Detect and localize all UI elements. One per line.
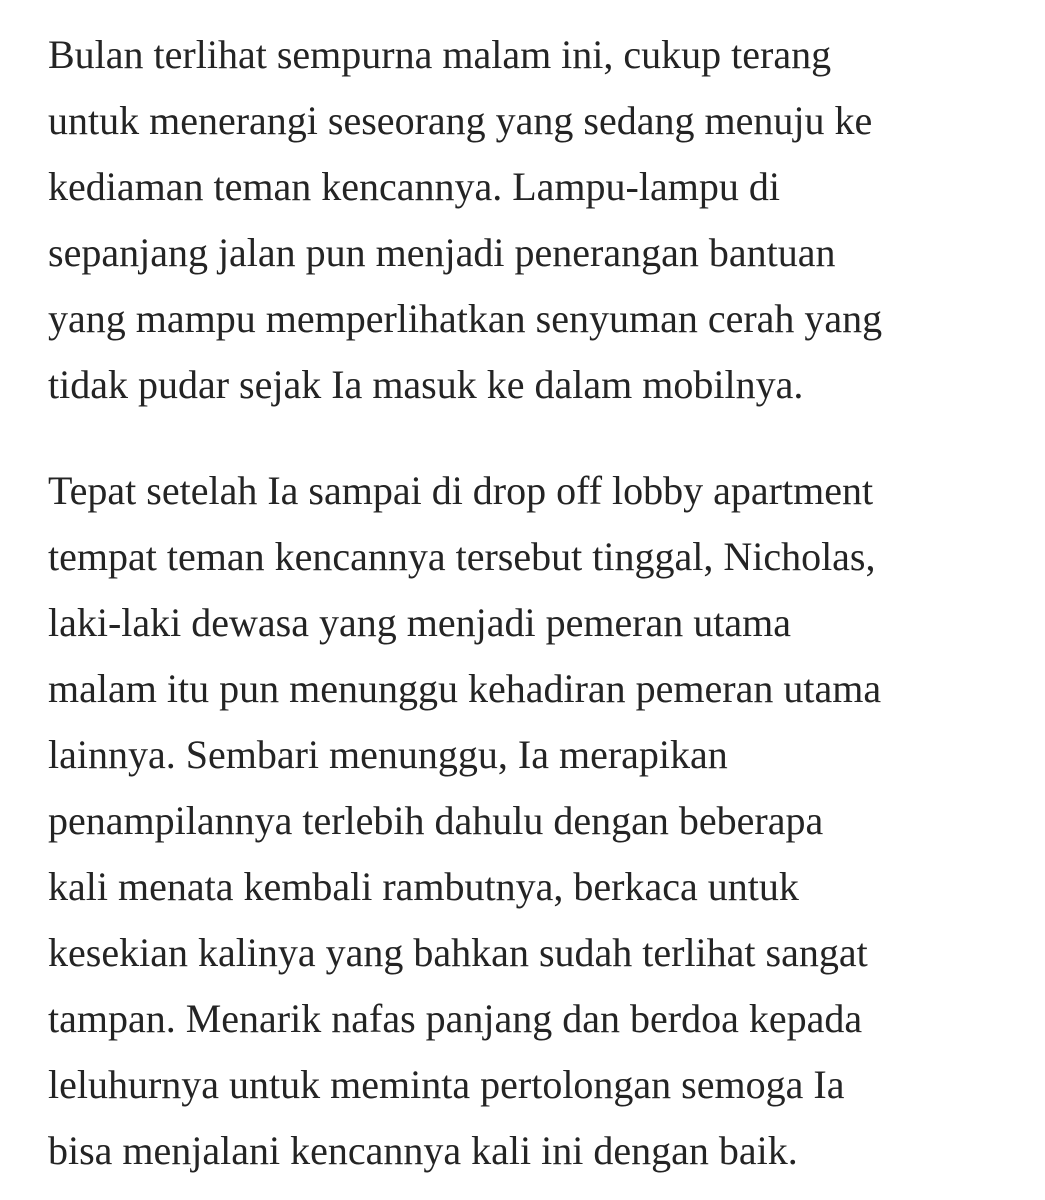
text-line: tampan. Menarik nafas panjang dan berdoa kepada xyxy=(48,996,863,1041)
text-line: kali menata kembali rambutnya, berkaca untuk xyxy=(48,864,799,909)
text-line: tempat teman kencannya tersebut tinggal, Nicholas, xyxy=(48,534,876,579)
text-line: Tepat setelah Ia sampai di drop off lobby apartment xyxy=(48,468,874,513)
text-line: Bulan terlihat sempurna malam ini, cukup terang xyxy=(48,32,832,77)
text-line: lainnya. Sembari menunggu, Ia merapikan xyxy=(48,732,728,777)
paragraph-1 xyxy=(48,22,1038,418)
text-line: leluhurnya untuk meminta pertolongan semoga Ia xyxy=(48,1062,845,1107)
text-line: malam itu pun menunggu kehadiran pemeran utama xyxy=(48,666,882,711)
text-line: yang mampu memperlihatkan senyuman cerah yang xyxy=(48,296,883,341)
text-line: bisa menjalani kencannya kali ini dengan baik. xyxy=(48,1128,798,1173)
text-line: untuk menerangi seseorang yang sedang menuju ke xyxy=(48,98,873,143)
text-line: kesekian kalinya yang bahkan sudah terlihat sangat xyxy=(48,930,868,975)
text-line: laki-laki dewasa yang menjadi pemeran utama xyxy=(48,600,792,645)
article-body xyxy=(48,22,1038,1184)
text-line: sepanjang jalan pun menjadi penerangan bantuan xyxy=(48,230,836,275)
paragraph-2 xyxy=(48,458,1038,1184)
text-line: kediaman teman kencannya. Lampu-lampu di xyxy=(48,164,780,209)
text-line: tidak pudar sejak Ia masuk ke dalam mobilnya. xyxy=(48,362,804,407)
text-line: penampilannya terlebih dahulu dengan beberapa xyxy=(48,798,824,843)
